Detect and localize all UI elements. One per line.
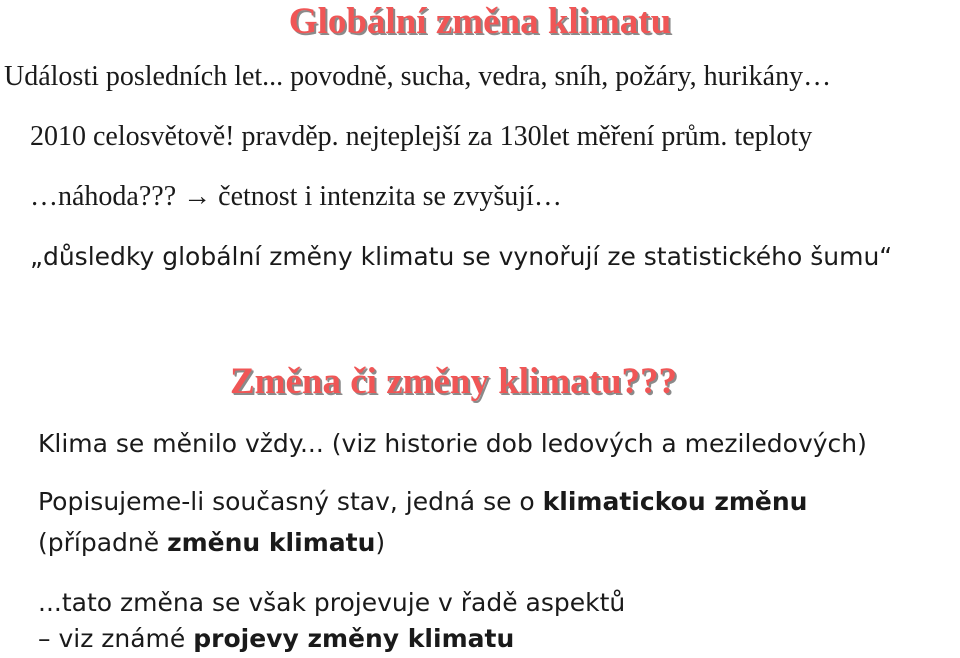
slide-title: Globální změna klimatu xyxy=(288,1,672,42)
section-subtitle: Změna či změny klimatu??? xyxy=(230,361,678,402)
history-line: Klima se měnilo vždy... (viz historie dob ledových a meziledových) xyxy=(38,429,867,458)
aspects-text: – viz známé xyxy=(38,624,194,653)
describe-text-3: ) xyxy=(375,528,386,557)
aspects-bold: projevy změny klimatu xyxy=(193,624,515,653)
aspects-line-1: ...tato změna se však projevuje v řadě aspektů xyxy=(38,588,626,617)
aspects-line-2 xyxy=(38,622,514,656)
describe-line-1 xyxy=(38,485,807,519)
intro-line-1: Události posledních let... povodně, sucha, vedra, sníh, požáry, hurikány… xyxy=(4,61,832,92)
intro-quote: „důsledky globální změny klimatu se vynořují ze statistického šumu“ xyxy=(30,242,893,271)
describe-line-2 xyxy=(38,526,385,560)
describe-text-2: (případně xyxy=(38,528,168,557)
describe-text-1: Popisujeme-li současný stav, jedná se o xyxy=(38,487,543,516)
describe-bold-2: změnu klimatu xyxy=(167,528,376,557)
intro-line-2: 2010 celosvětově! pravděp. nejteplejší za 130let měření prům. teploty xyxy=(30,121,813,152)
describe-bold-1: klimatickou změnu xyxy=(542,487,808,516)
intro-line-3: …náhoda??? → četnost i intenzita se zvyšují… xyxy=(30,181,562,212)
